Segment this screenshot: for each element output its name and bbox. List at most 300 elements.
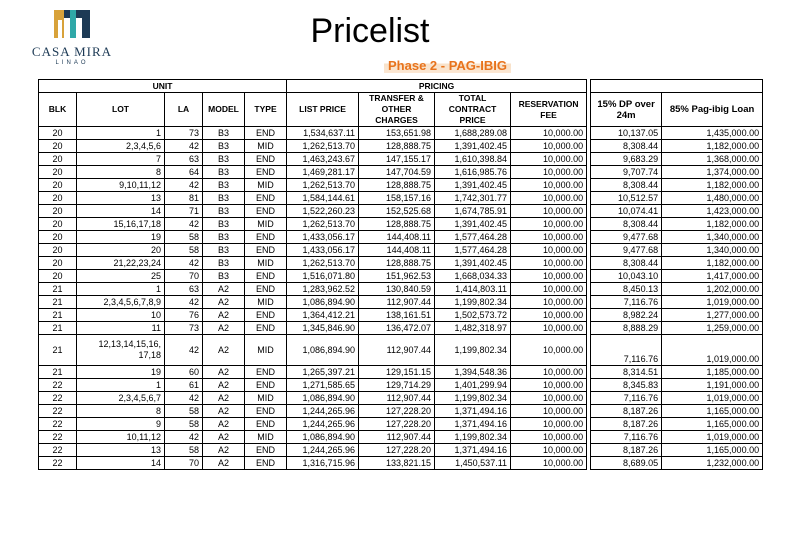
cell-blk: 21 xyxy=(39,296,77,309)
table-row xyxy=(39,257,763,270)
cell-transfer-charges: 153,651.98 xyxy=(359,127,435,140)
cell-lot: 9,10,11,12 xyxy=(77,179,165,192)
cell-pagibig-loan: 1,340,000.00 xyxy=(662,244,763,257)
cell-la: 58 xyxy=(165,244,203,257)
cell-model: A2 xyxy=(203,418,245,431)
cell-la: 42 xyxy=(165,335,203,366)
cell-reservation-fee: 10,000.00 xyxy=(511,283,587,296)
cell-reservation-fee: 10,000.00 xyxy=(511,205,587,218)
cell-lot: 19 xyxy=(77,366,165,379)
table-row xyxy=(39,231,763,244)
col-header-model: MODEL xyxy=(203,93,245,127)
col-header-list-price: LIST PRICE xyxy=(287,93,359,127)
cell-type: MID xyxy=(245,140,287,153)
table-row xyxy=(39,366,763,379)
cell-blk: 20 xyxy=(39,244,77,257)
pricelist-body xyxy=(39,127,763,470)
cell-la: 73 xyxy=(165,127,203,140)
cell-pagibig-loan: 1,165,000.00 xyxy=(662,405,763,418)
cell-transfer-charges: 152,525.68 xyxy=(359,205,435,218)
cell-reservation-fee: 10,000.00 xyxy=(511,392,587,405)
table-row xyxy=(39,431,763,444)
cell-total-contract-price: 1,391,402.45 xyxy=(435,179,511,192)
col-header-transfer-charges: TRANSFER & OTHER CHARGES xyxy=(359,93,435,127)
cell-model: B3 xyxy=(203,270,245,283)
cell-la: 58 xyxy=(165,231,203,244)
cell-list-price: 1,244,265.96 xyxy=(287,444,359,457)
table-row xyxy=(39,192,763,205)
cell-type: END xyxy=(245,231,287,244)
cell-type: END xyxy=(245,366,287,379)
cell-blk: 22 xyxy=(39,457,77,470)
cell-total-contract-price: 1,199,802.34 xyxy=(435,335,511,366)
cell-la: 64 xyxy=(165,166,203,179)
cell-blk: 22 xyxy=(39,444,77,457)
cell-pagibig-loan: 1,182,000.00 xyxy=(662,257,763,270)
cell-model: B3 xyxy=(203,231,245,244)
cell-total-contract-price: 1,688,289.08 xyxy=(435,127,511,140)
cell-model: A2 xyxy=(203,457,245,470)
cell-pagibig-loan: 1,202,000.00 xyxy=(662,283,763,296)
cell-downpayment: 9,683.29 xyxy=(591,153,662,166)
cell-total-contract-price: 1,482,318.97 xyxy=(435,322,511,335)
col-header-downpayment: 15% DP over 24m xyxy=(591,93,662,127)
cell-model: B3 xyxy=(203,179,245,192)
col-header-type: TYPE xyxy=(245,93,287,127)
cell-la: 61 xyxy=(165,379,203,392)
cell-la: 42 xyxy=(165,392,203,405)
cell-model: B3 xyxy=(203,257,245,270)
col-header-lot: LOT xyxy=(77,93,165,127)
cell-blk: 22 xyxy=(39,405,77,418)
cell-transfer-charges: 127,228.20 xyxy=(359,444,435,457)
cell-downpayment: 8,689.05 xyxy=(591,457,662,470)
cell-reservation-fee: 10,000.00 xyxy=(511,405,587,418)
cell-pagibig-loan: 1,185,000.00 xyxy=(662,366,763,379)
cell-blk: 21 xyxy=(39,335,77,366)
cell-type: END xyxy=(245,166,287,179)
cell-transfer-charges: 147,155.17 xyxy=(359,153,435,166)
cell-downpayment: 8,187.26 xyxy=(591,405,662,418)
table-row xyxy=(39,392,763,405)
table-row xyxy=(39,127,763,140)
cell-la: 70 xyxy=(165,457,203,470)
logo-subtitle: LINAO xyxy=(55,60,89,66)
cell-lot: 2,3,4,5,6 xyxy=(77,140,165,153)
cell-lot: 1 xyxy=(77,127,165,140)
cell-pagibig-loan: 1,232,000.00 xyxy=(662,457,763,470)
cell-pagibig-loan: 1,435,000.00 xyxy=(662,127,763,140)
financing-group-header xyxy=(591,80,763,93)
cell-total-contract-price: 1,674,785.91 xyxy=(435,205,511,218)
cell-downpayment: 7,116.76 xyxy=(591,392,662,405)
cell-total-contract-price: 1,577,464.28 xyxy=(435,244,511,257)
cell-pagibig-loan: 1,019,000.00 xyxy=(662,296,763,309)
cell-reservation-fee: 10,000.00 xyxy=(511,379,587,392)
cell-blk: 20 xyxy=(39,270,77,283)
cell-list-price: 1,584,144.61 xyxy=(287,192,359,205)
cell-blk: 22 xyxy=(39,431,77,444)
cell-type: END xyxy=(245,309,287,322)
cell-transfer-charges: 147,704.59 xyxy=(359,166,435,179)
cell-type: END xyxy=(245,418,287,431)
cell-la: 58 xyxy=(165,418,203,431)
table-row xyxy=(39,405,763,418)
cell-downpayment: 8,308.44 xyxy=(591,140,662,153)
cell-downpayment: 8,308.44 xyxy=(591,218,662,231)
cell-list-price: 1,316,715.96 xyxy=(287,457,359,470)
cell-model: B3 xyxy=(203,127,245,140)
cell-list-price: 1,086,894.90 xyxy=(287,392,359,405)
cell-downpayment: 9,707.74 xyxy=(591,166,662,179)
cell-reservation-fee: 10,000.00 xyxy=(511,270,587,283)
cell-lot: 2,3,4,5,6,7,8,9 xyxy=(77,296,165,309)
cell-total-contract-price: 1,371,494.16 xyxy=(435,405,511,418)
table-row xyxy=(39,140,763,153)
table-row xyxy=(39,418,763,431)
cell-reservation-fee: 10,000.00 xyxy=(511,366,587,379)
cell-reservation-fee: 10,000.00 xyxy=(511,127,587,140)
cell-downpayment: 8,314.51 xyxy=(591,366,662,379)
column-header-row xyxy=(39,93,763,127)
cell-reservation-fee: 10,000.00 xyxy=(511,231,587,244)
pricing-group-header: PRICING xyxy=(287,80,587,93)
cell-la: 42 xyxy=(165,296,203,309)
cell-total-contract-price: 1,391,402.45 xyxy=(435,140,511,153)
cell-la: 63 xyxy=(165,283,203,296)
cell-list-price: 1,262,513.70 xyxy=(287,257,359,270)
cell-type: END xyxy=(245,192,287,205)
cell-model: A2 xyxy=(203,392,245,405)
cell-total-contract-price: 1,199,802.34 xyxy=(435,392,511,405)
cell-transfer-charges: 128,888.75 xyxy=(359,218,435,231)
cell-type: END xyxy=(245,405,287,418)
cell-total-contract-price: 1,199,802.34 xyxy=(435,296,511,309)
cell-type: MID xyxy=(245,296,287,309)
cell-transfer-charges: 129,151.15 xyxy=(359,366,435,379)
cell-total-contract-price: 1,391,402.45 xyxy=(435,257,511,270)
pricelist-table xyxy=(38,79,763,470)
cell-total-contract-price: 1,394,548.36 xyxy=(435,366,511,379)
cell-downpayment: 10,043.10 xyxy=(591,270,662,283)
cell-model: B3 xyxy=(203,153,245,166)
cell-total-contract-price: 1,610,398.84 xyxy=(435,153,511,166)
cell-reservation-fee: 10,000.00 xyxy=(511,309,587,322)
cell-list-price: 1,265,397.21 xyxy=(287,366,359,379)
cell-transfer-charges: 138,161.51 xyxy=(359,309,435,322)
unit-group-header: UNIT xyxy=(39,80,287,93)
cell-type: MID xyxy=(245,392,287,405)
cell-downpayment: 8,982.24 xyxy=(591,309,662,322)
cell-model: A2 xyxy=(203,309,245,322)
cell-downpayment: 10,137.05 xyxy=(591,127,662,140)
cell-lot: 20 xyxy=(77,244,165,257)
col-header-total-contract-price: TOTAL CONTRACT PRICE xyxy=(435,93,511,127)
cell-reservation-fee: 10,000.00 xyxy=(511,335,587,366)
cell-lot: 19 xyxy=(77,231,165,244)
cell-transfer-charges: 112,907.44 xyxy=(359,335,435,366)
cell-list-price: 1,345,846.90 xyxy=(287,322,359,335)
cell-transfer-charges: 151,962.53 xyxy=(359,270,435,283)
cell-la: 70 xyxy=(165,270,203,283)
cell-model: A2 xyxy=(203,431,245,444)
cell-downpayment: 8,450.13 xyxy=(591,283,662,296)
table-row xyxy=(39,270,763,283)
cell-model: A2 xyxy=(203,296,245,309)
table-row xyxy=(39,166,763,179)
cell-transfer-charges: 112,907.44 xyxy=(359,296,435,309)
cell-downpayment: 9,477.68 xyxy=(591,244,662,257)
table-row xyxy=(39,444,763,457)
cell-list-price: 1,086,894.90 xyxy=(287,296,359,309)
cell-list-price: 1,463,243.67 xyxy=(287,153,359,166)
cell-model: A2 xyxy=(203,379,245,392)
cell-lot: 10,11,12 xyxy=(77,431,165,444)
cell-reservation-fee: 10,000.00 xyxy=(511,153,587,166)
cell-type: MID xyxy=(245,257,287,270)
cell-lot: 15,16,17,18 xyxy=(77,218,165,231)
cell-downpayment: 8,345.83 xyxy=(591,379,662,392)
cell-downpayment: 8,187.26 xyxy=(591,418,662,431)
cell-model: A2 xyxy=(203,444,245,457)
cell-lot: 21,22,23,24 xyxy=(77,257,165,270)
cell-type: MID xyxy=(245,335,287,366)
cell-downpayment: 8,187.26 xyxy=(591,444,662,457)
cell-reservation-fee: 10,000.00 xyxy=(511,457,587,470)
cell-model: B3 xyxy=(203,140,245,153)
cell-blk: 20 xyxy=(39,166,77,179)
cell-total-contract-price: 1,371,494.16 xyxy=(435,418,511,431)
cell-downpayment: 7,116.76 xyxy=(591,296,662,309)
cell-reservation-fee: 10,000.00 xyxy=(511,244,587,257)
cell-type: END xyxy=(245,457,287,470)
col-header-la: LA xyxy=(165,93,203,127)
cell-la: 76 xyxy=(165,309,203,322)
cell-blk: 22 xyxy=(39,418,77,431)
cell-lot: 1 xyxy=(77,379,165,392)
cell-model: A2 xyxy=(203,322,245,335)
cell-reservation-fee: 10,000.00 xyxy=(511,296,587,309)
cell-list-price: 1,086,894.90 xyxy=(287,335,359,366)
cell-la: 42 xyxy=(165,257,203,270)
cell-lot: 11 xyxy=(77,322,165,335)
phase-label: Phase 2 - PAG-IBIG xyxy=(384,58,511,73)
cell-model: A2 xyxy=(203,283,245,296)
cell-downpayment: 8,308.44 xyxy=(591,257,662,270)
cell-model: B3 xyxy=(203,218,245,231)
cell-list-price: 1,262,513.70 xyxy=(287,218,359,231)
cell-reservation-fee: 10,000.00 xyxy=(511,166,587,179)
cell-blk: 21 xyxy=(39,366,77,379)
cell-transfer-charges: 128,888.75 xyxy=(359,179,435,192)
cell-transfer-charges: 158,157.16 xyxy=(359,192,435,205)
cell-list-price: 1,244,265.96 xyxy=(287,418,359,431)
cell-pagibig-loan: 1,165,000.00 xyxy=(662,418,763,431)
cell-transfer-charges: 127,228.20 xyxy=(359,418,435,431)
cell-type: END xyxy=(245,283,287,296)
cell-type: END xyxy=(245,153,287,166)
cell-blk: 20 xyxy=(39,179,77,192)
cell-total-contract-price: 1,616,985.76 xyxy=(435,166,511,179)
cell-lot: 8 xyxy=(77,405,165,418)
cell-la: 58 xyxy=(165,444,203,457)
cell-total-contract-price: 1,668,034.33 xyxy=(435,270,511,283)
cell-list-price: 1,271,585.65 xyxy=(287,379,359,392)
cell-model: B3 xyxy=(203,244,245,257)
cell-la: 73 xyxy=(165,322,203,335)
cell-reservation-fee: 10,000.00 xyxy=(511,140,587,153)
cell-type: END xyxy=(245,244,287,257)
cell-blk: 20 xyxy=(39,140,77,153)
cell-blk: 22 xyxy=(39,379,77,392)
col-header-blk: BLK xyxy=(39,93,77,127)
cell-reservation-fee: 10,000.00 xyxy=(511,192,587,205)
cell-list-price: 1,244,265.96 xyxy=(287,405,359,418)
cell-pagibig-loan: 1,182,000.00 xyxy=(662,218,763,231)
cell-list-price: 1,086,894.90 xyxy=(287,431,359,444)
cell-lot: 25 xyxy=(77,270,165,283)
cell-reservation-fee: 10,000.00 xyxy=(511,418,587,431)
table-row xyxy=(39,309,763,322)
cell-type: MID xyxy=(245,431,287,444)
table-row xyxy=(39,179,763,192)
cell-model: A2 xyxy=(203,335,245,366)
cell-model: A2 xyxy=(203,405,245,418)
table-row xyxy=(39,322,763,335)
cell-pagibig-loan: 1,182,000.00 xyxy=(662,179,763,192)
table-row xyxy=(39,335,763,366)
cell-total-contract-price: 1,577,464.28 xyxy=(435,231,511,244)
cell-list-price: 1,262,513.70 xyxy=(287,179,359,192)
cell-lot: 14 xyxy=(77,205,165,218)
cell-blk: 20 xyxy=(39,231,77,244)
table-row xyxy=(39,296,763,309)
cell-pagibig-loan: 1,182,000.00 xyxy=(662,140,763,153)
cell-la: 71 xyxy=(165,205,203,218)
cell-total-contract-price: 1,401,299.94 xyxy=(435,379,511,392)
cell-pagibig-loan: 1,340,000.00 xyxy=(662,231,763,244)
cell-lot: 8 xyxy=(77,166,165,179)
cell-pagibig-loan: 1,191,000.00 xyxy=(662,379,763,392)
cell-transfer-charges: 112,907.44 xyxy=(359,392,435,405)
cell-downpayment: 10,074.41 xyxy=(591,205,662,218)
col-header-pagibig-loan: 85% Pag-ibig Loan xyxy=(662,93,763,127)
cell-list-price: 1,433,056.17 xyxy=(287,231,359,244)
cell-la: 42 xyxy=(165,179,203,192)
table-row xyxy=(39,379,763,392)
cell-total-contract-price: 1,742,301.77 xyxy=(435,192,511,205)
cell-transfer-charges: 129,714.29 xyxy=(359,379,435,392)
cell-lot: 10 xyxy=(77,309,165,322)
table-row xyxy=(39,205,763,218)
cell-lot: 7 xyxy=(77,153,165,166)
cell-downpayment: 7,116.76 xyxy=(591,431,662,444)
cell-downpayment: 9,477.68 xyxy=(591,231,662,244)
cell-list-price: 1,534,637.11 xyxy=(287,127,359,140)
cell-total-contract-price: 1,199,802.34 xyxy=(435,431,511,444)
cell-reservation-fee: 10,000.00 xyxy=(511,179,587,192)
cell-la: 81 xyxy=(165,192,203,205)
table-row xyxy=(39,244,763,257)
cell-blk: 21 xyxy=(39,322,77,335)
cell-pagibig-loan: 1,480,000.00 xyxy=(662,192,763,205)
table-row xyxy=(39,457,763,470)
cell-pagibig-loan: 1,374,000.00 xyxy=(662,166,763,179)
cell-downpayment: 7,116.76 xyxy=(591,335,662,366)
cell-pagibig-loan: 1,423,000.00 xyxy=(662,205,763,218)
cell-downpayment: 8,308.44 xyxy=(591,179,662,192)
cell-lot: 13 xyxy=(77,192,165,205)
cell-list-price: 1,283,962.52 xyxy=(287,283,359,296)
cell-pagibig-loan: 1,368,000.00 xyxy=(662,153,763,166)
cell-transfer-charges: 136,472.07 xyxy=(359,322,435,335)
cell-transfer-charges: 128,888.75 xyxy=(359,140,435,153)
cell-type: END xyxy=(245,444,287,457)
cell-la: 42 xyxy=(165,218,203,231)
cell-model: B3 xyxy=(203,192,245,205)
cell-list-price: 1,433,056.17 xyxy=(287,244,359,257)
cell-blk: 20 xyxy=(39,153,77,166)
cell-lot: 12,13,14,15,16, 17,18 xyxy=(77,335,165,366)
table-row xyxy=(39,218,763,231)
group-header-row xyxy=(39,80,763,93)
cell-model: B3 xyxy=(203,166,245,179)
cell-transfer-charges: 144,408.11 xyxy=(359,244,435,257)
cell-transfer-charges: 133,821.15 xyxy=(359,457,435,470)
cell-list-price: 1,262,513.70 xyxy=(287,140,359,153)
cell-blk: 21 xyxy=(39,309,77,322)
cell-la: 63 xyxy=(165,153,203,166)
cell-pagibig-loan: 1,259,000.00 xyxy=(662,322,763,335)
cell-transfer-charges: 130,840.59 xyxy=(359,283,435,296)
cell-pagibig-loan: 1,417,000.00 xyxy=(662,270,763,283)
cell-reservation-fee: 10,000.00 xyxy=(511,444,587,457)
cell-blk: 20 xyxy=(39,218,77,231)
cell-downpayment: 10,512.57 xyxy=(591,192,662,205)
cell-transfer-charges: 112,907.44 xyxy=(359,431,435,444)
cell-type: MID xyxy=(245,218,287,231)
cell-lot: 2,3,4,5,6,7 xyxy=(77,392,165,405)
cell-list-price: 1,364,412.21 xyxy=(287,309,359,322)
cell-la: 42 xyxy=(165,431,203,444)
cell-type: END xyxy=(245,270,287,283)
table-row xyxy=(39,283,763,296)
cell-reservation-fee: 10,000.00 xyxy=(511,322,587,335)
cell-list-price: 1,522,260.23 xyxy=(287,205,359,218)
cell-pagibig-loan: 1,165,000.00 xyxy=(662,444,763,457)
cell-type: END xyxy=(245,127,287,140)
cell-pagibig-loan: 1,019,000.00 xyxy=(662,431,763,444)
cell-type: END xyxy=(245,322,287,335)
cell-la: 42 xyxy=(165,140,203,153)
page-title: Pricelist xyxy=(310,12,430,50)
cell-total-contract-price: 1,414,803.11 xyxy=(435,283,511,296)
cell-model: A2 xyxy=(203,366,245,379)
cell-blk: 20 xyxy=(39,192,77,205)
cell-transfer-charges: 144,408.11 xyxy=(359,231,435,244)
cell-pagibig-loan: 1,019,000.00 xyxy=(662,335,763,366)
cell-total-contract-price: 1,450,537.11 xyxy=(435,457,511,470)
cell-total-contract-price: 1,371,494.16 xyxy=(435,444,511,457)
cell-list-price: 1,469,281.17 xyxy=(287,166,359,179)
cell-total-contract-price: 1,391,402.45 xyxy=(435,218,511,231)
cell-type: MID xyxy=(245,179,287,192)
cell-blk: 21 xyxy=(39,283,77,296)
cell-la: 58 xyxy=(165,405,203,418)
cell-lot: 9 xyxy=(77,418,165,431)
cell-type: END xyxy=(245,379,287,392)
cell-pagibig-loan: 1,277,000.00 xyxy=(662,309,763,322)
